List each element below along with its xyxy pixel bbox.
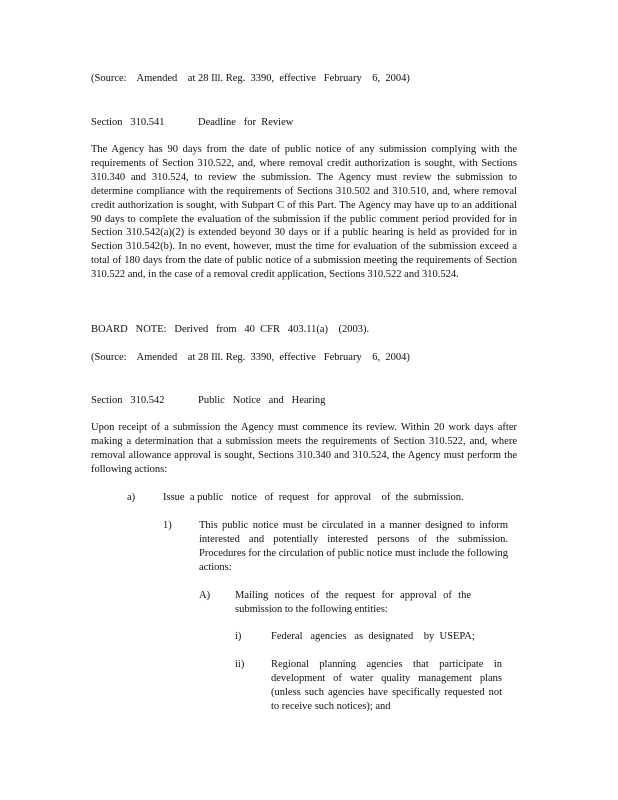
- list-item-text: Federal agencies as designated by USEPA;: [271, 631, 475, 642]
- section-body: The Agency has 90 days from the date of public notice of any submission complying with the requirements of Section 310.522, and, where removal credit authorization is sought, with Sections 310.340 and 310.524, to review the submission. The Agency must review the submission to determine compliance with the requirements of Sections 310.502 and 310.510, and, where removal credit authorization is sought, with Subpart C of this Part. The Agency may have up to an additional 90 days to complete the evaluation of the submission if the public comment period provided for in Section 310.542(a)(2) is extended beyond 30 days or if a public hearing is held as provided for in Section 310.542(b). In no event, however, must the time for evaluation of the submission exceed a total of 180 days from the date of public notice of a submission meeting the requirements of Section 310.522 and, in the case of a removal credit application, Sections 310.522 and 310.524.: [91, 144, 517, 281]
- list-item-label: A): [199, 590, 211, 601]
- list-item-label: i): [235, 631, 242, 642]
- list-item-text: Mailing notices of the request for approval of the submission to the following entities:: [235, 590, 471, 615]
- list-item-text: This public notice must be circulated in a manner designed to inform interested and potentially interested persons of the submission. Procedures for the circulation of public notice must include the following actions:: [199, 520, 508, 573]
- section-number: Section 310.542: [91, 395, 165, 406]
- list-item-text: Regional planning agencies that participate in development of water quality management plans (unless such agencies have specifically requested not to receive such notices); and: [271, 659, 502, 712]
- source-note: (Source: Amended at 28 Ill. Reg. 3390, effective February 6, 2004): [91, 352, 410, 363]
- section-intro: Upon receipt of a submission the Agency must commence its review. Within 20 work days after making a determination that a submission meets the requirements of Section 310.522, and, where removal allowance approval is sought, Sections 310.340 and 310.524, the Agency must perform the following actions:: [91, 422, 517, 475]
- list-item-label: 1): [163, 520, 172, 531]
- section-title: Public Notice and Hearing: [198, 395, 326, 406]
- section-number: Section 310.541: [91, 117, 165, 128]
- section-title: Deadline for Review: [198, 117, 294, 128]
- board-note: BOARD NOTE: Derived from 40 CFR 403.11(a) (2003).: [91, 324, 370, 335]
- list-item-label: ii): [235, 659, 245, 670]
- list-item-label: a): [127, 492, 136, 503]
- list-item-text: Issue a public notice of request for approval of the submission.: [163, 492, 464, 503]
- source-note: (Source: Amended at 28 Ill. Reg. 3390, effective February 6, 2004): [91, 73, 410, 84]
